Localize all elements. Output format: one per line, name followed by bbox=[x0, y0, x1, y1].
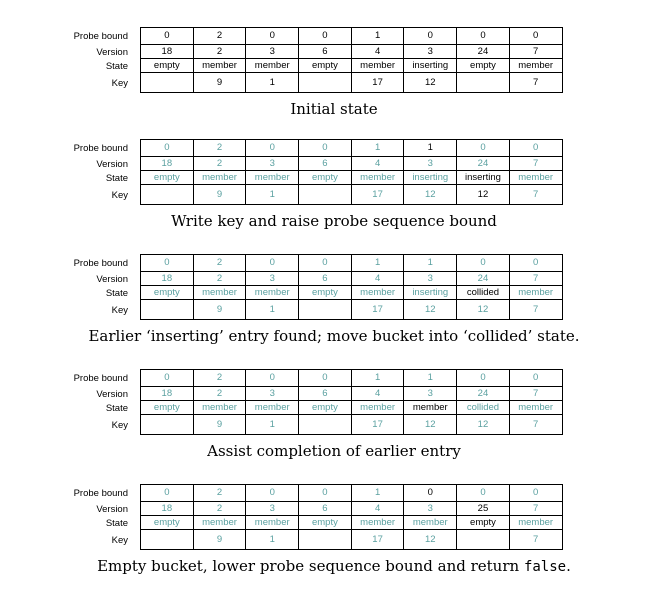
bucket-cell: 24 bbox=[457, 387, 510, 401]
bucket-cell: 2 bbox=[193, 28, 246, 45]
bucket-cell: 0 bbox=[404, 28, 457, 45]
bucket-cell: 6 bbox=[299, 502, 352, 516]
bucket-table bbox=[140, 254, 563, 320]
bucket-cell: 25 bbox=[457, 502, 510, 516]
bucket-cell: 2 bbox=[193, 140, 246, 157]
bucket-cell: member bbox=[351, 516, 404, 530]
bucket-cell: 2 bbox=[193, 502, 246, 516]
bucket-cell: 1 bbox=[351, 28, 404, 45]
bucket-cell: 7 bbox=[509, 185, 562, 205]
bucket-cell: 6 bbox=[299, 157, 352, 171]
bucket-cell bbox=[457, 530, 510, 550]
bucket-cell bbox=[141, 73, 194, 93]
caption-text: Empty bucket, lower probe sequence bound and return bbox=[97, 557, 520, 575]
bucket-cell: 2 bbox=[193, 272, 246, 286]
bucket-cell: 2 bbox=[193, 485, 246, 502]
row-label-probe-bound: Probe bound bbox=[73, 488, 128, 499]
bucket-cell: 3 bbox=[404, 157, 457, 171]
bucket-cell: 7 bbox=[509, 45, 562, 59]
bucket-cell: 2 bbox=[193, 45, 246, 59]
bucket-cell: 24 bbox=[457, 157, 510, 171]
bucket-cell: 3 bbox=[246, 502, 299, 516]
bucket-cell: 0 bbox=[299, 28, 352, 45]
bucket-cell bbox=[457, 73, 510, 93]
row-label-version: Version bbox=[96, 274, 128, 285]
bucket-cell: member bbox=[246, 59, 299, 73]
bucket-cell: inserting bbox=[404, 286, 457, 300]
bucket-cell: 0 bbox=[299, 485, 352, 502]
bucket-cell: 3 bbox=[404, 45, 457, 59]
bucket-cell: 0 bbox=[141, 140, 194, 157]
bucket-cell: member bbox=[351, 401, 404, 415]
bucket-cell: 0 bbox=[509, 28, 562, 45]
bucket-cell: inserting bbox=[404, 59, 457, 73]
bucket-cell: 9 bbox=[193, 300, 246, 320]
table-row-version bbox=[141, 387, 563, 401]
bucket-cell: member bbox=[246, 401, 299, 415]
caption-text: Earlier ‘inserting’ entry found; move bucket into ‘collided’ state. bbox=[88, 327, 580, 345]
bucket-cell bbox=[141, 185, 194, 205]
bucket-cell: member bbox=[246, 516, 299, 530]
bucket-cell: 0 bbox=[141, 28, 194, 45]
bucket-cell: 6 bbox=[299, 387, 352, 401]
row-label-probe-bound: Probe bound bbox=[73, 31, 128, 42]
bucket-cell: 1 bbox=[351, 140, 404, 157]
bucket-cell: 1 bbox=[351, 255, 404, 272]
row-label-state: State bbox=[105, 288, 128, 299]
panel-caption bbox=[0, 100, 668, 118]
bucket-cell bbox=[299, 185, 352, 205]
bucket-cell: 12 bbox=[404, 185, 457, 205]
row-label-state: State bbox=[105, 61, 128, 72]
bucket-cell bbox=[141, 530, 194, 550]
bucket-cell: 1 bbox=[351, 485, 404, 502]
bucket-table bbox=[140, 484, 563, 550]
caption-text: Assist completion of earlier entry bbox=[207, 442, 461, 460]
bucket-cell: 2 bbox=[193, 157, 246, 171]
bucket-cell: 18 bbox=[141, 387, 194, 401]
bucket-cell: 0 bbox=[509, 255, 562, 272]
bucket-cell: 1 bbox=[404, 140, 457, 157]
bucket-cell: 4 bbox=[351, 157, 404, 171]
row-label-key: Key bbox=[111, 305, 128, 316]
table-row-probe-bound bbox=[141, 485, 563, 502]
table-row-state bbox=[141, 286, 563, 300]
bucket-cell: empty bbox=[141, 59, 194, 73]
bucket-cell: empty bbox=[299, 516, 352, 530]
bucket-cell: 3 bbox=[404, 387, 457, 401]
bucket-cell: member bbox=[351, 59, 404, 73]
bucket-cell: 7 bbox=[509, 300, 562, 320]
bucket-cell: empty bbox=[141, 516, 194, 530]
bucket-cell bbox=[141, 300, 194, 320]
bucket-cell: 6 bbox=[299, 272, 352, 286]
bucket-cell: 7 bbox=[509, 415, 562, 435]
bucket-cell: 17 bbox=[351, 300, 404, 320]
bucket-cell: 6 bbox=[299, 45, 352, 59]
bucket-cell: 3 bbox=[404, 272, 457, 286]
bucket-cell: empty bbox=[299, 171, 352, 185]
bucket-cell: 0 bbox=[457, 28, 510, 45]
bucket-cell: 0 bbox=[246, 140, 299, 157]
bucket-table bbox=[140, 369, 563, 435]
bucket-cell: empty bbox=[141, 171, 194, 185]
row-label-version: Version bbox=[96, 159, 128, 170]
bucket-cell: 0 bbox=[509, 140, 562, 157]
bucket-cell: 4 bbox=[351, 387, 404, 401]
row-label-version: Version bbox=[96, 504, 128, 515]
bucket-cell: member bbox=[509, 59, 562, 73]
bucket-cell: 9 bbox=[193, 530, 246, 550]
bucket-cell: 1 bbox=[404, 370, 457, 387]
bucket-cell: 9 bbox=[193, 185, 246, 205]
bucket-cell: 12 bbox=[404, 73, 457, 93]
row-label-version: Version bbox=[96, 47, 128, 58]
bucket-cell: 0 bbox=[509, 370, 562, 387]
bucket-table bbox=[140, 27, 563, 93]
bucket-cell bbox=[299, 300, 352, 320]
panel-caption bbox=[0, 442, 668, 460]
bucket-cell bbox=[299, 73, 352, 93]
row-label-key: Key bbox=[111, 535, 128, 546]
row-label-probe-bound: Probe bound bbox=[73, 373, 128, 384]
bucket-cell: empty bbox=[457, 59, 510, 73]
bucket-cell: 17 bbox=[351, 73, 404, 93]
table-row-probe-bound bbox=[141, 28, 563, 45]
bucket-cell: 0 bbox=[246, 28, 299, 45]
table-row-state bbox=[141, 59, 563, 73]
bucket-cell: empty bbox=[299, 401, 352, 415]
bucket-cell: 9 bbox=[193, 415, 246, 435]
bucket-cell: member bbox=[509, 516, 562, 530]
caption-code: false bbox=[523, 559, 567, 575]
row-label-state: State bbox=[105, 403, 128, 414]
bucket-cell: 4 bbox=[351, 502, 404, 516]
table-row-state bbox=[141, 516, 563, 530]
table-row-state bbox=[141, 171, 563, 185]
bucket-cell: member bbox=[509, 286, 562, 300]
bucket-cell: empty bbox=[299, 286, 352, 300]
bucket-cell: member bbox=[404, 401, 457, 415]
bucket-cell: member bbox=[404, 516, 457, 530]
bucket-cell: member bbox=[509, 171, 562, 185]
bucket-cell: 7 bbox=[509, 73, 562, 93]
bucket-cell: 17 bbox=[351, 415, 404, 435]
bucket-cell: 4 bbox=[351, 272, 404, 286]
bucket-cell: 24 bbox=[457, 45, 510, 59]
bucket-cell: 0 bbox=[509, 485, 562, 502]
bucket-cell: 0 bbox=[141, 255, 194, 272]
bucket-cell: 7 bbox=[509, 157, 562, 171]
bucket-cell: 0 bbox=[299, 255, 352, 272]
bucket-cell: 1 bbox=[246, 530, 299, 550]
table-row-version bbox=[141, 272, 563, 286]
bucket-cell bbox=[299, 415, 352, 435]
bucket-table bbox=[140, 139, 563, 205]
bucket-cell: 0 bbox=[457, 370, 510, 387]
bucket-cell: 3 bbox=[246, 45, 299, 59]
panel-caption bbox=[0, 212, 668, 230]
bucket-cell: 0 bbox=[457, 485, 510, 502]
bucket-cell: 12 bbox=[457, 300, 510, 320]
table-row-key bbox=[141, 73, 563, 93]
bucket-cell: empty bbox=[141, 401, 194, 415]
bucket-cell: 9 bbox=[193, 73, 246, 93]
bucket-cell: member bbox=[246, 286, 299, 300]
caption-text: Initial state bbox=[290, 100, 378, 118]
table-row-version bbox=[141, 502, 563, 516]
bucket-cell: 7 bbox=[509, 530, 562, 550]
bucket-cell: 0 bbox=[299, 370, 352, 387]
bucket-cell: 18 bbox=[141, 45, 194, 59]
table-row-key bbox=[141, 300, 563, 320]
bucket-cell: 1 bbox=[246, 300, 299, 320]
bucket-cell: 1 bbox=[404, 255, 457, 272]
bucket-cell: member bbox=[193, 171, 246, 185]
table-row-version bbox=[141, 157, 563, 171]
bucket-cell: collided bbox=[457, 286, 510, 300]
panel-caption bbox=[0, 557, 668, 575]
bucket-cell: 0 bbox=[141, 370, 194, 387]
bucket-cell: empty bbox=[141, 286, 194, 300]
row-label-version: Version bbox=[96, 389, 128, 400]
bucket-cell: 1 bbox=[246, 185, 299, 205]
bucket-cell: 12 bbox=[457, 415, 510, 435]
bucket-cell: 3 bbox=[246, 157, 299, 171]
panel-caption bbox=[0, 327, 668, 345]
bucket-cell: empty bbox=[457, 516, 510, 530]
row-label-state: State bbox=[105, 173, 128, 184]
caption-text: Write key and raise probe sequence bound bbox=[171, 212, 497, 230]
bucket-cell: member bbox=[351, 171, 404, 185]
bucket-cell: 1 bbox=[351, 370, 404, 387]
table-row-key bbox=[141, 530, 563, 550]
bucket-cell: 0 bbox=[246, 370, 299, 387]
bucket-cell: 12 bbox=[404, 530, 457, 550]
bucket-cell: member bbox=[509, 401, 562, 415]
bucket-cell: 0 bbox=[457, 140, 510, 157]
table-row-state bbox=[141, 401, 563, 415]
bucket-cell bbox=[141, 415, 194, 435]
table-row-key bbox=[141, 185, 563, 205]
bucket-cell: collided bbox=[457, 401, 510, 415]
bucket-cell: 18 bbox=[141, 272, 194, 286]
bucket-cell: 1 bbox=[246, 73, 299, 93]
bucket-cell: 0 bbox=[246, 255, 299, 272]
bucket-cell: 0 bbox=[141, 485, 194, 502]
bucket-cell: 7 bbox=[509, 272, 562, 286]
bucket-cell: member bbox=[193, 516, 246, 530]
bucket-cell: 0 bbox=[404, 485, 457, 502]
bucket-cell: 2 bbox=[193, 387, 246, 401]
bucket-cell: 0 bbox=[457, 255, 510, 272]
caption-tail: . bbox=[566, 557, 571, 575]
bucket-cell: 7 bbox=[509, 387, 562, 401]
bucket-cell: 24 bbox=[457, 272, 510, 286]
table-row-probe-bound bbox=[141, 255, 563, 272]
bucket-cell: member bbox=[351, 286, 404, 300]
bucket-cell: member bbox=[193, 286, 246, 300]
bucket-cell: 2 bbox=[193, 255, 246, 272]
bucket-cell: 7 bbox=[509, 502, 562, 516]
bucket-cell: empty bbox=[299, 59, 352, 73]
bucket-cell: inserting bbox=[404, 171, 457, 185]
row-label-state: State bbox=[105, 518, 128, 529]
bucket-cell: inserting bbox=[457, 171, 510, 185]
bucket-cell: 0 bbox=[299, 140, 352, 157]
bucket-cell: 12 bbox=[404, 300, 457, 320]
table-row-probe-bound bbox=[141, 370, 563, 387]
row-label-probe-bound: Probe bound bbox=[73, 258, 128, 269]
row-label-key: Key bbox=[111, 190, 128, 201]
bucket-cell bbox=[299, 530, 352, 550]
bucket-cell: 12 bbox=[457, 185, 510, 205]
bucket-cell: 17 bbox=[351, 530, 404, 550]
bucket-cell: 3 bbox=[246, 272, 299, 286]
bucket-cell: member bbox=[193, 401, 246, 415]
row-label-probe-bound: Probe bound bbox=[73, 143, 128, 154]
bucket-cell: 4 bbox=[351, 45, 404, 59]
bucket-cell: 17 bbox=[351, 185, 404, 205]
row-label-key: Key bbox=[111, 420, 128, 431]
table-row-key bbox=[141, 415, 563, 435]
bucket-cell: member bbox=[246, 171, 299, 185]
row-label-key: Key bbox=[111, 78, 128, 89]
bucket-cell: member bbox=[193, 59, 246, 73]
table-row-version bbox=[141, 45, 563, 59]
bucket-cell: 3 bbox=[404, 502, 457, 516]
bucket-cell: 1 bbox=[246, 415, 299, 435]
table-row-probe-bound bbox=[141, 140, 563, 157]
bucket-cell: 18 bbox=[141, 502, 194, 516]
bucket-cell: 18 bbox=[141, 157, 194, 171]
bucket-cell: 3 bbox=[246, 387, 299, 401]
bucket-cell: 2 bbox=[193, 370, 246, 387]
bucket-cell: 0 bbox=[246, 485, 299, 502]
bucket-cell: 12 bbox=[404, 415, 457, 435]
